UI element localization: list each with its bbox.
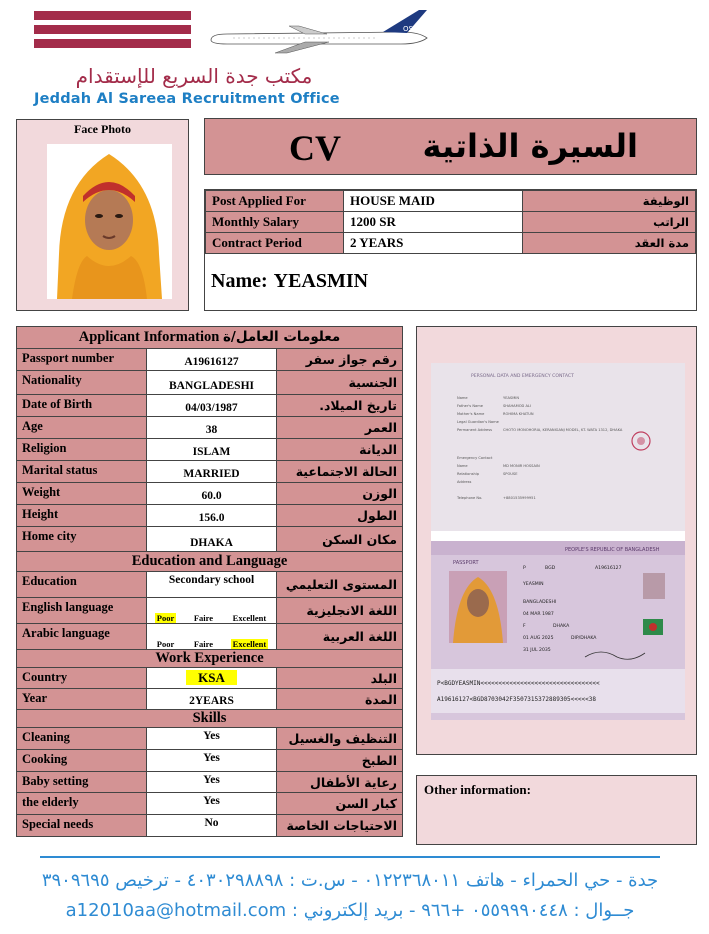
table-row <box>17 527 403 552</box>
salary-label: Monthly Salary <box>206 212 344 233</box>
table-row <box>17 483 403 505</box>
country-label: Country <box>17 668 147 689</box>
table-row <box>17 624 403 650</box>
cv-title-box <box>204 118 697 175</box>
passport-box <box>416 326 697 755</box>
passport-image <box>431 363 685 720</box>
section-header <box>17 327 403 349</box>
passport-spouse: MD MONIR HOSSAIN <box>503 464 540 468</box>
passport-phone: +8801535999951 <box>503 496 536 500</box>
svg-text:Telephone No.: Telephone No. <box>457 496 483 500</box>
skill-label: Cleaning <box>17 728 147 750</box>
row-label: Height <box>17 505 147 527</box>
row-label: Weight <box>17 483 147 505</box>
table-row <box>17 793 403 815</box>
skill-label-arabic: كبار السن <box>277 793 403 815</box>
row-value: A19616127 <box>147 349 277 371</box>
passport-authority: DIP/DHAKA <box>571 636 597 641</box>
passport-father: SHAHAMOD ALI <box>503 404 531 408</box>
table-row <box>17 772 403 793</box>
passport-mrz1: P<BGDYEASMIN<<<<<<<<<<<<<<<<<<<<<<<<<<<<<<<<< <box>437 680 600 687</box>
footer <box>0 856 709 934</box>
country-value-text: KSA <box>186 670 237 685</box>
contract-value: 2 YEARS <box>344 233 523 254</box>
table-row <box>17 598 403 624</box>
svg-text:Mother's Name: Mother's Name <box>457 412 485 416</box>
table-row <box>17 572 403 598</box>
education-label-arabic: المستوى التعليمي <box>277 572 403 598</box>
row-label: Date of Birth <box>17 395 147 417</box>
country-label-arabic: البلد <box>277 668 403 689</box>
table-row <box>17 461 403 483</box>
row-label-arabic: الديانة <box>277 439 403 461</box>
year-label: Year <box>17 689 147 710</box>
skill-label: Special needs <box>17 815 147 837</box>
cv-title-arabic: السيرة الذاتية <box>422 127 638 165</box>
row-value: MARRIED <box>147 461 277 483</box>
passport-surname: YEASMIN <box>523 582 544 587</box>
post-info-box <box>204 189 697 311</box>
row-label: Nationality <box>17 371 147 395</box>
year-value: 2YEARS <box>147 689 277 710</box>
post-label-arabic: الوظيفة <box>523 191 696 212</box>
other-info-label: Other information: <box>424 782 531 797</box>
table-row <box>17 439 403 461</box>
svg-text:Permanent Address: Permanent Address <box>457 428 492 432</box>
passport-section1-title: PERSONAL DATA AND EMERGENCY CONTACT <box>471 374 574 379</box>
row-label-arabic: مكان السكن <box>277 527 403 552</box>
footer-divider <box>40 856 660 858</box>
row-value: 04/03/1987 <box>147 395 277 417</box>
post-row <box>206 191 696 212</box>
passport-relationship: SPOUSE <box>503 472 518 476</box>
skill-label-arabic: رعاية الأطفال <box>277 772 403 793</box>
name-value: YEASMIN <box>273 270 369 292</box>
education-heading: Education and Language <box>17 552 403 572</box>
section-header <box>17 710 403 728</box>
row-label-arabic: الوزن <box>277 483 403 505</box>
passport-address: CHOTO MONOHORIA, KERANIGANJ MODEL, KT. WATA 1312, DHAKA <box>503 428 623 432</box>
skill-label: Cooking <box>17 750 147 772</box>
passport-code: BGD <box>545 566 556 571</box>
passport-dob: 04 MAR 1987 <box>523 612 554 617</box>
english-level-faire: Faire <box>193 613 214 623</box>
english-label-arabic: اللغة الانجليزية <box>277 598 403 624</box>
skill-label-arabic: الاحتياجات الخاصة <box>277 815 403 837</box>
row-label-arabic: رقم جواز سفر <box>277 349 403 371</box>
section-header <box>17 650 403 668</box>
work-heading: Work Experience <box>17 650 403 668</box>
passport-sex: F <box>523 624 526 629</box>
logo-stripes <box>34 11 191 63</box>
row-label-arabic: الجنسية <box>277 371 403 395</box>
skill-value: Yes <box>147 750 277 772</box>
skill-label: Baby setting <box>17 772 147 793</box>
arabic-level-excellent: Excellent <box>232 639 267 649</box>
svg-text:Emergency Contact: Emergency Contact <box>457 456 493 460</box>
passport-section2-title: PEOPLE'S REPUBLIC OF BANGLADESH <box>565 547 660 553</box>
english-level <box>147 598 277 624</box>
skills-heading: Skills <box>17 710 403 728</box>
post-table <box>205 190 696 254</box>
row-value: 38 <box>147 417 277 439</box>
footer-address: جدة - حي الحمراء - هاتف ٠١٢٢٣٦٨٠١١ - س.ت : ٤٠٣٠٢٩٨٨٩٨ - ترخيص ٣٩٠٩٦٩٥ <box>41 870 659 891</box>
row-label-arabic: العمر <box>277 417 403 439</box>
row-label: Age <box>17 417 147 439</box>
english-label: English language <box>17 598 147 624</box>
passport-expiry: 31 JUL 2035 <box>523 648 551 653</box>
post-row <box>206 233 696 254</box>
row-label-arabic: تاريخ الميلاد. <box>277 395 403 417</box>
table-row <box>17 815 403 837</box>
english-level-excellent: Excellent <box>232 613 267 623</box>
row-label: Marital status <box>17 461 147 483</box>
other-info-box <box>416 775 697 845</box>
airplane-logo-icon <box>205 6 437 56</box>
cv-title: CV <box>289 128 341 168</box>
svg-text:Relationship: Relationship <box>457 472 480 476</box>
row-label: Home city <box>17 527 147 552</box>
applicant-info-section <box>16 326 402 837</box>
passport-birthplace: DHAKA <box>553 624 570 629</box>
education-label: Education <box>17 572 147 598</box>
row-label-arabic: الحالة الاجتماعية <box>277 461 403 483</box>
skill-label-arabic: التنظيف والغسيل <box>277 728 403 750</box>
table-row <box>17 505 403 527</box>
skill-value: Yes <box>147 793 277 815</box>
face-photo-box <box>16 119 189 311</box>
passport-number: A19616127 <box>595 566 622 571</box>
salary-value: 1200 SR <box>344 212 523 233</box>
english-level-poor: Poor <box>156 613 175 623</box>
name-line <box>211 270 368 293</box>
passport-nationality: BANGLADESHI <box>523 600 557 605</box>
row-label: Passport number <box>17 349 147 371</box>
table-row <box>17 750 403 772</box>
passport-mother: ROHIMA KHATUN <box>503 412 534 416</box>
svg-text:Father's Name: Father's Name <box>457 404 483 408</box>
name-label: Name: <box>211 270 268 292</box>
year-label-arabic: المدة <box>277 689 403 710</box>
skill-value: Yes <box>147 728 277 750</box>
post-value: HOUSE MAID <box>344 191 523 212</box>
applicant-table <box>16 326 403 837</box>
applicant-heading: Applicant Information معلومات العامل/ة <box>17 327 403 349</box>
passport-type: P <box>523 566 526 571</box>
arabic-label: Arabic language <box>17 624 147 650</box>
footer-contact: جــوال : ٠٥٥٩٩٩٠٤٤٨ +٩٦٦ - بريد إلكتروني : a12010aa@hotmail.com <box>65 900 635 921</box>
office-name-english: Jeddah Al Sareea Recruitment Office <box>34 91 340 107</box>
country-value <box>147 668 277 689</box>
education-value: Secondary school <box>147 572 277 598</box>
passport-mrz2: A19616127<BGD8703042F3507315372889305<<<<<38 <box>437 696 596 703</box>
row-label: Religion <box>17 439 147 461</box>
row-value: 60.0 <box>147 483 277 505</box>
arabic-level-faire: Faire <box>193 639 214 649</box>
plane-text: OSSA <box>403 25 423 33</box>
skill-label-arabic: الطبخ <box>277 750 403 772</box>
table-row <box>17 728 403 750</box>
face-photo <box>47 144 172 299</box>
row-value: 156.0 <box>147 505 277 527</box>
contract-label-arabic: مدة العقد <box>523 233 696 254</box>
table-row <box>17 668 403 689</box>
face-photo-title: Face Photo <box>74 122 131 136</box>
arabic-label-arabic: اللغة العربية <box>277 624 403 650</box>
passport-word: PASSPORT <box>453 560 479 566</box>
passport-issue: 01 AUG 2025 <box>523 636 554 641</box>
table-row <box>17 689 403 710</box>
table-row <box>17 417 403 439</box>
svg-text:Legal Guardian's Name: Legal Guardian's Name <box>457 420 499 424</box>
row-value: ISLAM <box>147 439 277 461</box>
svg-text:Address: Address <box>457 480 472 484</box>
post-label: Post Applied For <box>206 191 344 212</box>
salary-label-arabic: الراتب <box>523 212 696 233</box>
passport-surname-upper: YEASMIN <box>503 396 520 400</box>
row-value: DHAKA <box>147 527 277 552</box>
arabic-level <box>147 624 277 650</box>
table-row <box>17 349 403 371</box>
skill-value: No <box>147 815 277 837</box>
svg-text:Name: Name <box>457 396 468 400</box>
section-header <box>17 552 403 572</box>
skill-label: the elderly <box>17 793 147 815</box>
arabic-level-poor: Poor <box>156 639 175 649</box>
skill-value: Yes <box>147 772 277 793</box>
contract-label: Contract Period <box>206 233 344 254</box>
office-name-arabic: مكتب جدة السريع للإستقدام <box>75 64 313 88</box>
table-row <box>17 371 403 395</box>
table-row <box>17 395 403 417</box>
svg-text:Name: Name <box>457 464 468 468</box>
post-row <box>206 212 696 233</box>
row-value: BANGLADESHI <box>147 371 277 395</box>
row-label-arabic: الطول <box>277 505 403 527</box>
